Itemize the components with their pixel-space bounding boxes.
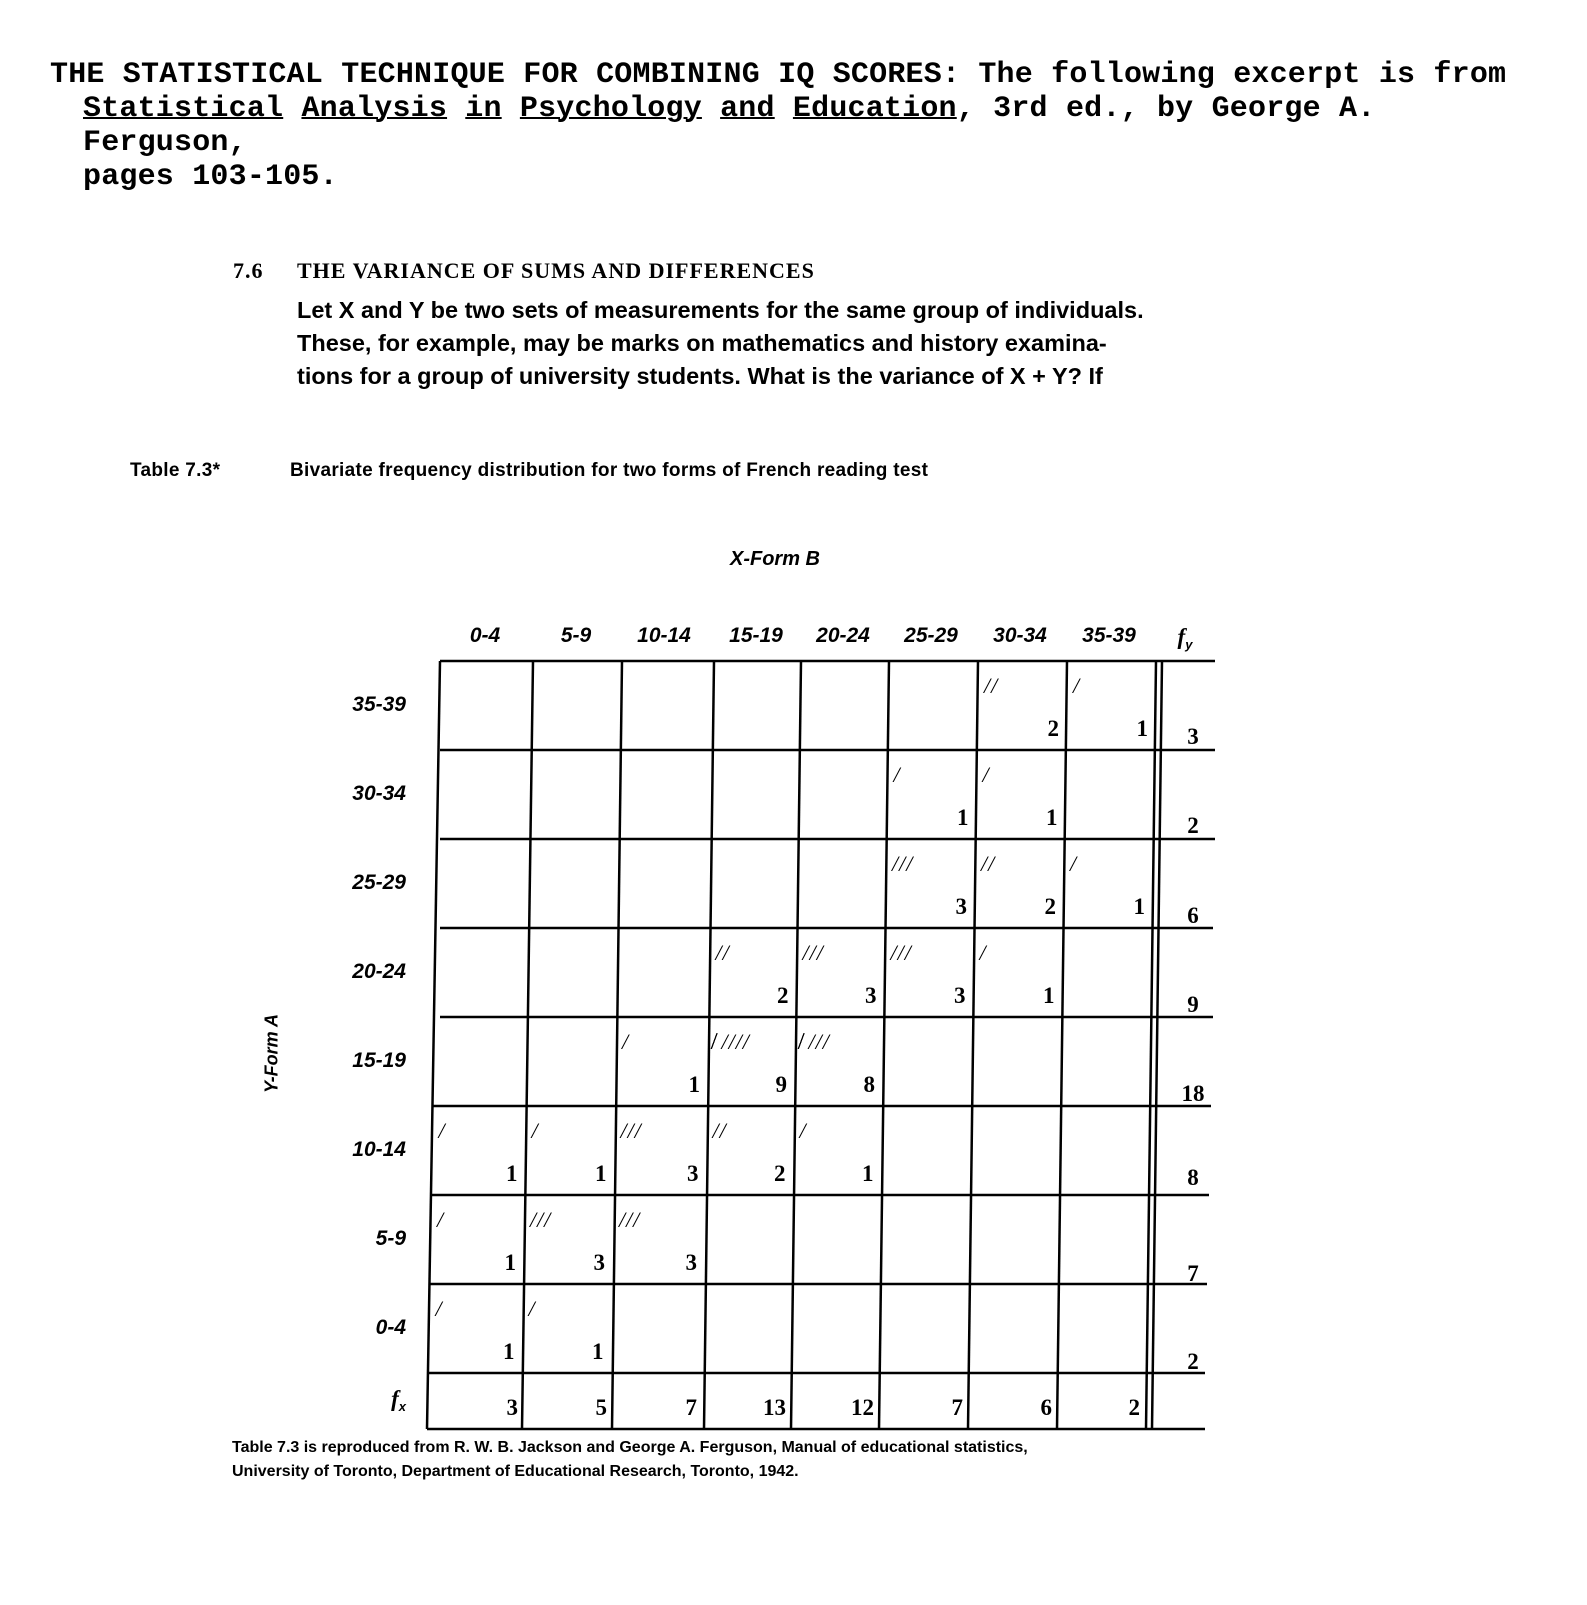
- body-line: Let X and Y be two sets of measurements for the same group of individuals.: [297, 297, 1144, 323]
- cell-count: 3: [953, 983, 966, 1008]
- body-line: tions for a group of university students. What is the variance of X + Y? If: [297, 363, 1103, 389]
- cell-count: 1: [1136, 716, 1148, 741]
- fx-value: 13: [763, 1395, 786, 1420]
- tally-mark: //: [712, 1118, 727, 1143]
- cell-count: 1: [594, 1161, 607, 1186]
- col-header: 10-14: [637, 624, 691, 647]
- tally-mark: /: [1069, 851, 1078, 876]
- cell-count: 3: [593, 1250, 605, 1275]
- book-word: Analysis: [301, 92, 448, 126]
- row-header: 20-24: [352, 960, 406, 983]
- fx-value: 7: [951, 1395, 963, 1420]
- x-axis-title: X-Form B: [730, 548, 820, 570]
- row-header: 30-34: [352, 782, 406, 805]
- tally-mark: /: [438, 1118, 446, 1143]
- fy-value: 7: [1187, 1261, 1199, 1286]
- fy-value: 18: [1181, 1081, 1205, 1106]
- fx-value: 2: [1128, 1395, 1140, 1420]
- intro-lead: THE STATISTICAL TECHNIQUE FOR COMBINING IQ SCORES: The following excerpt is from: [50, 58, 1507, 92]
- book-word: Statistical: [83, 92, 284, 126]
- col-header: 30-34: [993, 624, 1047, 647]
- fx-header: $f_x$: [391, 1386, 406, 1415]
- cell-count: 1: [505, 1161, 518, 1186]
- cell-count: 1: [502, 1339, 515, 1364]
- cell-count: 8: [863, 1072, 875, 1097]
- section-title: THE VARIANCE OF SUMS AND DIFFERENCES: [297, 258, 815, 283]
- tally-mark: ///: [529, 1207, 552, 1232]
- tally-mark: /: [982, 762, 990, 787]
- tally-mark: ///: [891, 851, 914, 876]
- col-header: 5-9: [560, 624, 592, 647]
- cell-count: 3: [685, 1250, 697, 1275]
- cell-count: 2: [1047, 716, 1059, 741]
- fx-value: 12: [851, 1395, 874, 1420]
- tally-mark: //: [980, 851, 996, 876]
- table-caption-text: Bivariate frequency distribution for two forms of French reading test: [290, 460, 929, 481]
- fy-value: 2: [1187, 813, 1199, 838]
- tally-mark: ̸̸̸̸ ///: [800, 1029, 830, 1054]
- fx-value: 7: [685, 1395, 697, 1420]
- tally-mark: ̸̸̸̸ ////: [713, 1029, 750, 1054]
- tally-mark: /: [979, 940, 987, 965]
- book-word: Psychology: [519, 92, 702, 126]
- row-header: 35-39: [352, 693, 406, 716]
- body-line: These, for example, may be marks on mathematics and history examina-: [297, 330, 1107, 356]
- cell-count: 1: [1042, 983, 1055, 1008]
- fx-value: 5: [595, 1395, 607, 1420]
- cell-count: 1: [688, 1072, 700, 1097]
- tally-mark: /: [621, 1029, 630, 1054]
- cell-count: 2: [773, 1161, 786, 1186]
- footnote-line: Table 7.3 is reproduced from R. W. B. Jackson and George A. Ferguson, Manual of educational statistics,: [232, 1439, 1028, 1456]
- book-word: and: [720, 92, 775, 126]
- tally-mark: /: [528, 1296, 536, 1321]
- tally-mark: ///: [618, 1207, 641, 1232]
- cell-count: 1: [591, 1339, 604, 1364]
- row-header: 10-14: [352, 1138, 406, 1161]
- row-header: 5-9: [375, 1227, 406, 1250]
- row-header: 15-19: [352, 1049, 406, 1072]
- col-header: 20-24: [816, 624, 870, 647]
- y-axis-title: Y-Form A: [261, 1014, 282, 1093]
- tally-mark: ///: [620, 1118, 642, 1143]
- fy-value: 2: [1187, 1349, 1199, 1374]
- tally-mark: //: [715, 940, 730, 965]
- cell-count: 3: [686, 1161, 699, 1186]
- table-label: Table 7.3*: [130, 460, 221, 481]
- tally-mark: /: [1073, 673, 1081, 698]
- tally-mark: ///: [890, 940, 912, 965]
- intro-edition: , 3rd ed., by George A. Ferguson,: [83, 92, 1376, 160]
- footnote: [232, 1436, 1222, 1484]
- cell-count: 2: [1044, 894, 1056, 919]
- book-word: Education: [792, 92, 957, 126]
- tally-mark: //: [984, 673, 999, 698]
- fx-value: 3: [506, 1395, 518, 1420]
- col-header: 15-19: [729, 624, 783, 647]
- col-header: 25-29: [904, 624, 958, 647]
- fx-value: 6: [1040, 1395, 1052, 1420]
- fy-value: 9: [1187, 992, 1199, 1017]
- fy-value: 3: [1187, 724, 1199, 749]
- col-header: 0-4: [469, 624, 501, 647]
- cell-count: 1: [861, 1161, 874, 1186]
- cell-count: 2: [776, 983, 789, 1008]
- cell-count: 1: [504, 1250, 516, 1275]
- tally-mark: ///: [802, 940, 824, 965]
- footnote-line: University of Toronto, Department of Educational Research, Toronto, 1942.: [232, 1463, 799, 1480]
- cell-count: 3: [955, 894, 967, 919]
- cell-count: 1: [1045, 805, 1058, 830]
- fy-value: 8: [1187, 1165, 1199, 1190]
- col-header: 35-39: [1082, 624, 1136, 647]
- cell-count: 1: [956, 805, 969, 830]
- tally-mark: /: [531, 1118, 539, 1143]
- cell-count: 1: [1133, 894, 1145, 919]
- tally-mark: /: [893, 762, 901, 787]
- tally-mark: /: [435, 1296, 443, 1321]
- fy-subscript: y: [1185, 637, 1193, 653]
- row-header: 0-4: [375, 1316, 406, 1339]
- cell-count: 9: [775, 1072, 787, 1097]
- intro-pages: pages 103-105.: [83, 160, 338, 194]
- book-word: in: [465, 92, 502, 126]
- cell-count: 3: [864, 983, 877, 1008]
- tally-mark: /: [799, 1118, 807, 1143]
- section-number: 7.6: [233, 258, 264, 283]
- tally-mark: /: [436, 1207, 445, 1232]
- fy-header: $f_y$: [1177, 624, 1193, 653]
- row-header: 25-29: [352, 871, 406, 894]
- fy-value: 6: [1187, 903, 1199, 928]
- fx-subscript: x: [398, 1399, 406, 1415]
